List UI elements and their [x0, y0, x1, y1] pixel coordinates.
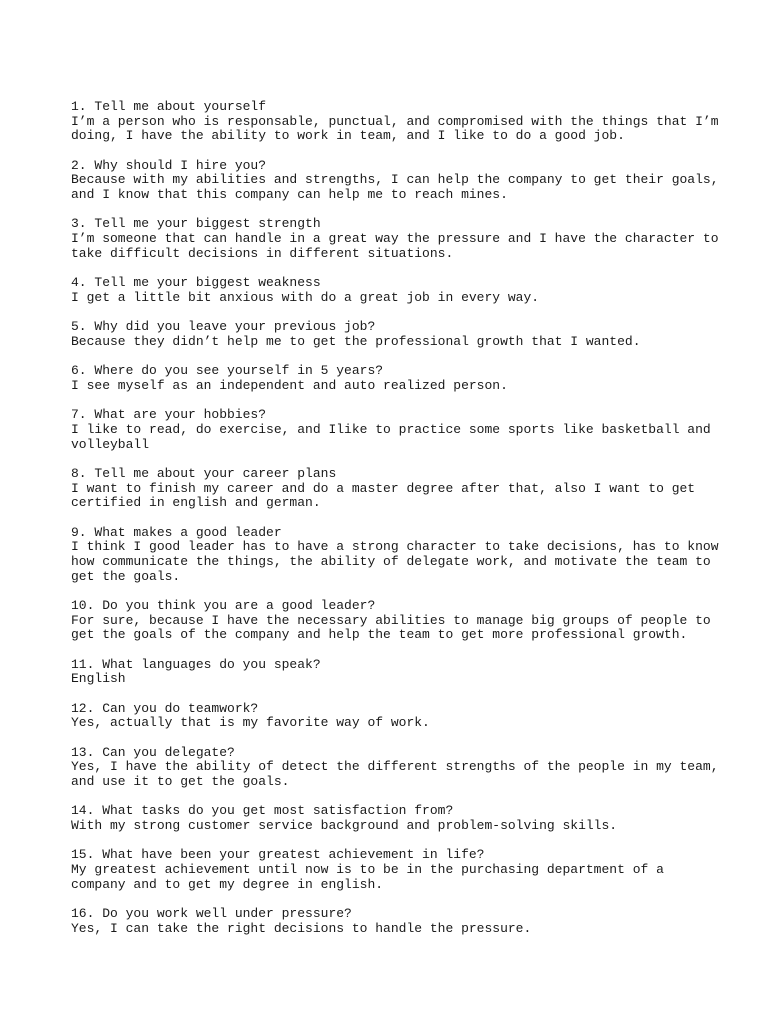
answer-line: Yes, I have the ability of detect the different strengths of the people in my team,	[71, 759, 719, 775]
document-page	[71, 99, 719, 951]
question-text: 8. Tell me about your career plans	[71, 465, 337, 481]
qa-item	[71, 276, 711, 305]
answer-line: With my strong customer service background and problem-solving skills.	[71, 818, 618, 834]
qa-item	[71, 848, 711, 892]
answer-line: English	[71, 671, 126, 687]
answer-line: Because with my abilities and strengths, I can help the company to get their goals,	[71, 172, 719, 188]
answer-line: I see myself as an independent and auto realized person.	[71, 377, 508, 393]
answer-line: I get a little bit anxious with do a great job in every way.	[71, 289, 540, 305]
qa-item	[71, 907, 711, 936]
qa-item	[71, 599, 711, 643]
question-text: 14. What tasks do you get most satisfaction from?	[71, 803, 454, 819]
question-text: 3. Tell me your biggest strength	[71, 216, 321, 232]
answer-line: and I know that this company can help me to reach mines.	[71, 187, 508, 203]
qa-item	[71, 524, 719, 585]
question-text: 4. Tell me your biggest weakness	[71, 275, 321, 291]
answer-line: I like to read, do exercise, and Ilike to practice some sports like basketball and	[71, 421, 711, 437]
question-text: 11. What languages do you speak?	[71, 656, 321, 672]
qa-item	[71, 658, 711, 687]
answer-line: Yes, I can take the right decisions to handle the pressure.	[71, 920, 532, 936]
answer-line: Yes, actually that is my favorite way of work.	[71, 715, 430, 731]
qa-item	[71, 744, 719, 790]
answer-line: volleyball	[71, 436, 150, 452]
question-text: 10. Do you think you are a good leader?	[71, 597, 376, 613]
qa-item	[71, 216, 719, 261]
question-text: 6. Where do you see yourself in 5 years?	[71, 363, 384, 379]
answer-line: I’m someone that can handle in a great way the pressure and I have the character to	[71, 231, 719, 247]
qa-item	[71, 157, 719, 203]
answer-line: get the goals of the company and help the team to get more professional growth.	[71, 627, 688, 643]
answer-line: company and to get my degree in english.	[71, 876, 384, 892]
question-text: 9. What makes a good leader	[71, 524, 282, 540]
qa-item	[71, 99, 719, 144]
answer-line: I think I good leader has to have a strong character to take decisions, has to know	[71, 539, 719, 555]
answer-line: doing, I have the ability to work in team, and I like to do a good job.	[71, 128, 625, 144]
qa-item	[71, 467, 711, 511]
answer-line: I want to finish my career and do a master degree after that, also I want to get	[71, 480, 696, 496]
answer-line: For sure, because I have the necessary abilities to manage big groups of people to	[71, 612, 711, 628]
qa-item	[71, 364, 711, 393]
answer-line: how communicate the things, the ability of delegate work, and motivate the team to	[71, 553, 711, 569]
question-text: 1. Tell me about yourself	[71, 99, 267, 114]
question-text: 2. Why should I hire you?	[71, 157, 267, 173]
answer-line: take difficult decisions in different situations.	[71, 245, 454, 261]
qa-item	[71, 408, 711, 452]
question-text: 12. Can you do teamwork?	[71, 700, 259, 716]
question-text: 5. Why did you leave your previous job?	[71, 319, 376, 335]
answer-line: certified in english and german.	[71, 495, 321, 511]
qa-item	[71, 804, 711, 833]
answer-line: I’m a person who is responsable, punctual, and compromised with the things that I’m	[71, 113, 719, 129]
answer-line: My greatest achievement until now is to be in the purchasing department of a	[71, 862, 664, 878]
question-text: 15. What have been your greatest achievement in life?	[71, 847, 485, 863]
qa-item	[71, 320, 711, 349]
qa-item	[71, 702, 711, 731]
question-text: 7. What are your hobbies?	[71, 407, 267, 423]
answer-line: and use it to get the goals.	[71, 774, 290, 790]
answer-line: get the goals.	[71, 568, 181, 584]
question-text: 16. Do you work well under pressure?	[71, 906, 352, 922]
answer-line: Because they didn’t help me to get the professional growth that I wanted.	[71, 333, 641, 349]
question-text: 13. Can you delegate?	[71, 744, 235, 760]
